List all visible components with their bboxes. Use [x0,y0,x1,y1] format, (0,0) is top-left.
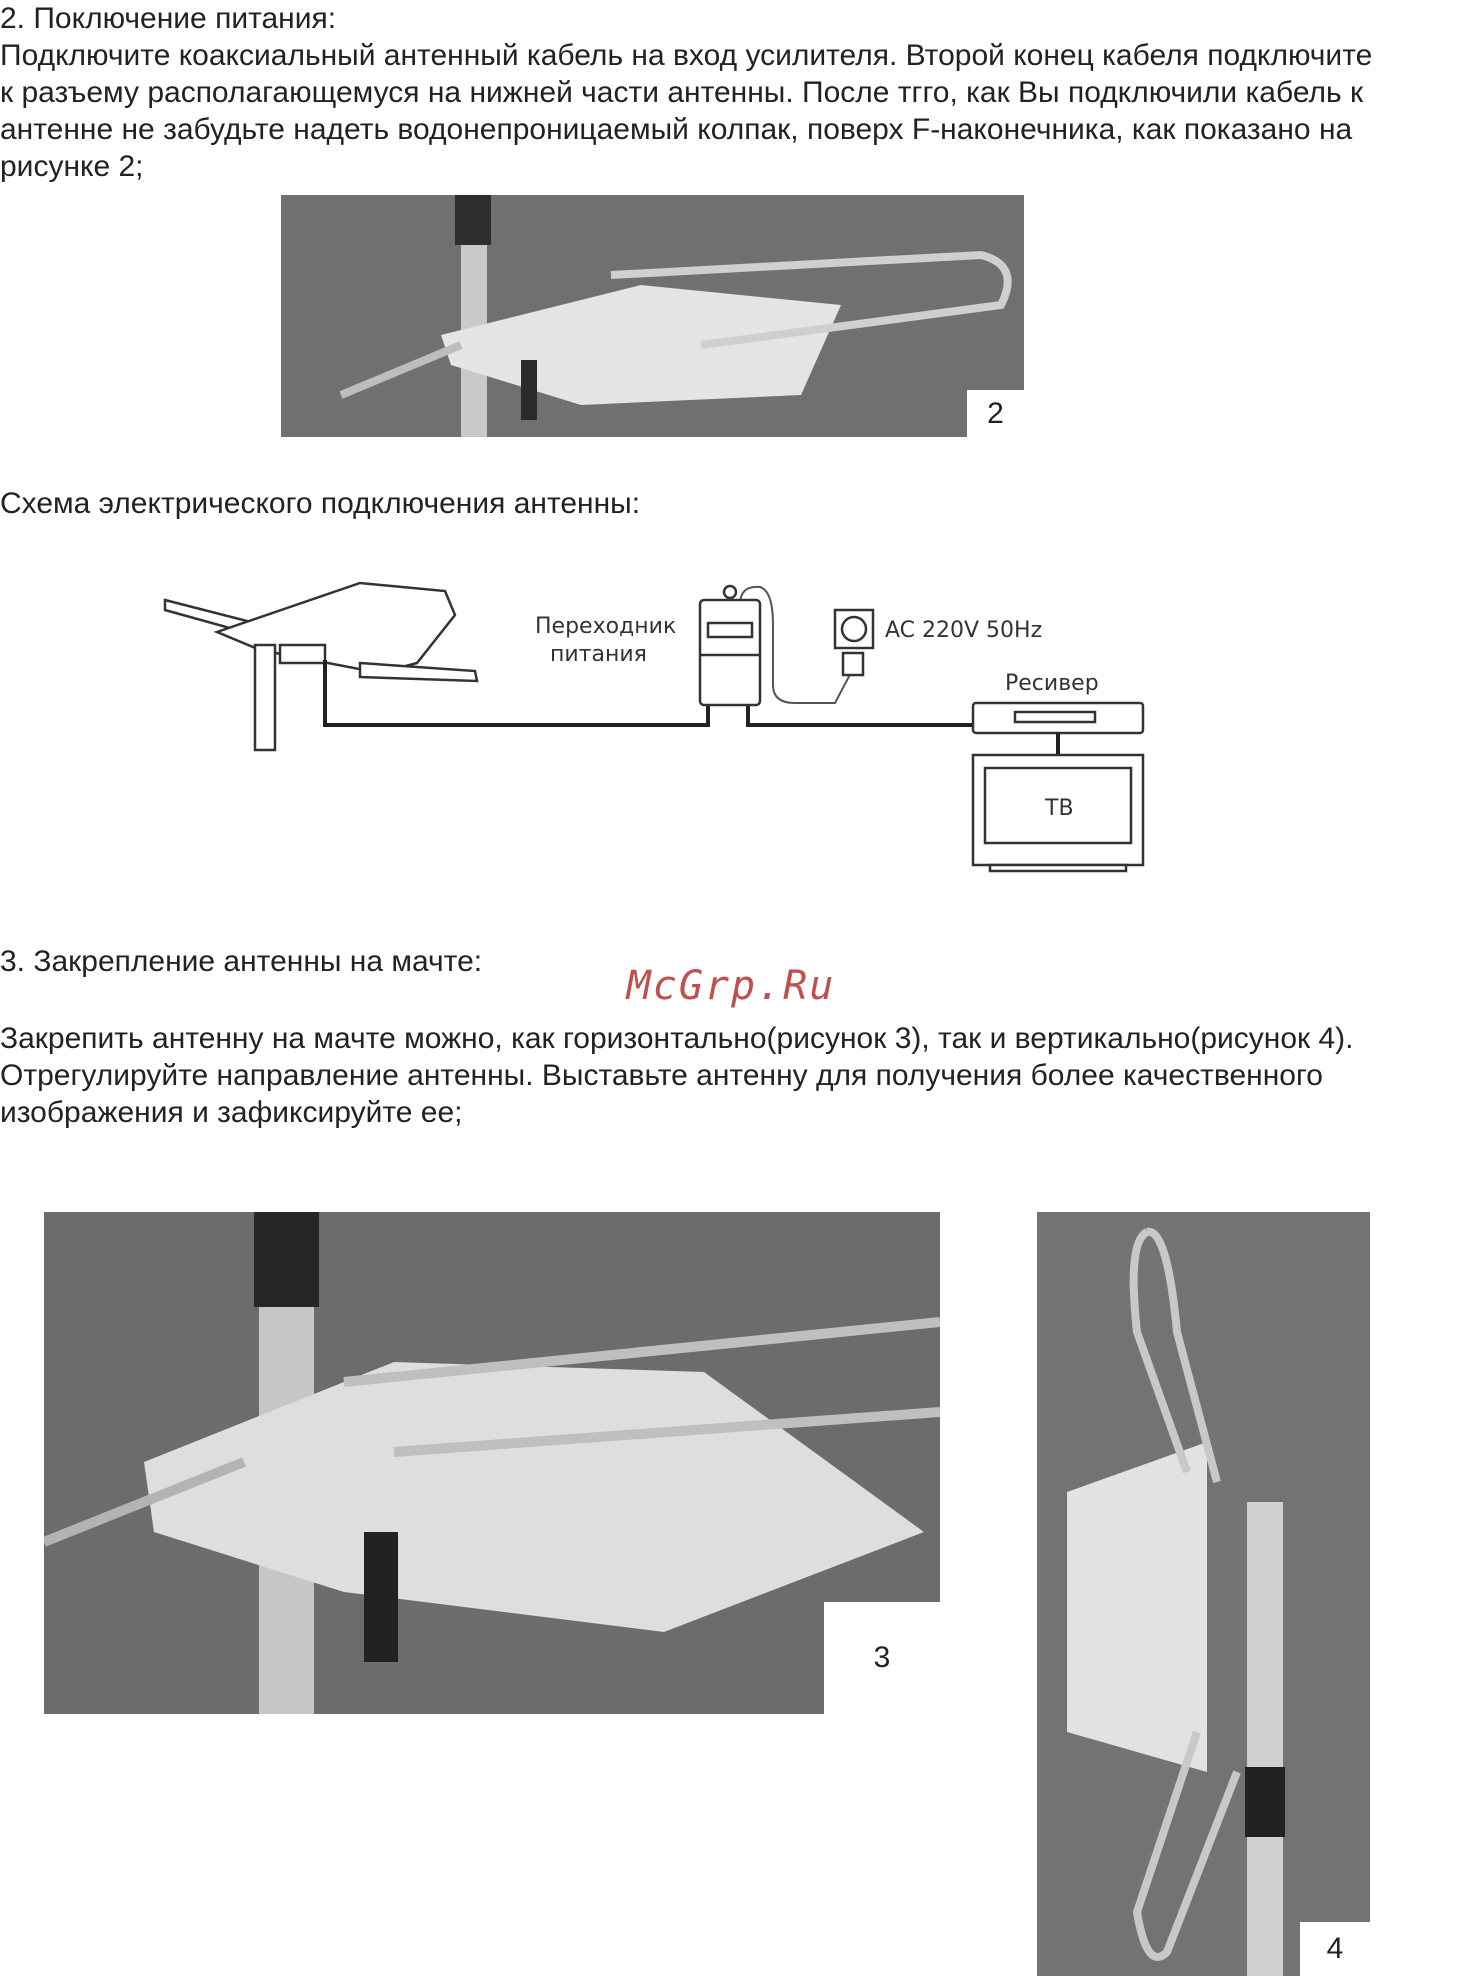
section-2-line-4: рисунке 2; [0,150,144,183]
antenna-photo-4-drawing [1037,1212,1370,1976]
section-2-heading: 2. Поключение питания: [0,2,337,35]
section-2-line-1: Подключите коаксиальный антенный кабель на вход усилителя. Второй конец кабеля подключите [0,39,1373,72]
section-3-line-2: Отрегулируйте направление антенны. Выставьте антенну для получения более качественного [0,1059,1323,1092]
adapter-label-1: Переходник [535,614,677,639]
power-adapter-icon [700,586,760,705]
section-3-line-3: изображения и зафиксируйте ее; [0,1096,463,1129]
tv-label: ТВ [1045,796,1074,821]
figure-3-photo [44,1212,940,1714]
figure-2-photo [281,195,1024,437]
adapter-label-2: питания [550,642,647,667]
receiver-icon [973,703,1143,755]
wiring-diagram [155,565,1155,875]
receiver-label: Ресивер [1005,671,1099,696]
section-2-line-3: антенне не забудьте надеть водонепроницаемый колпак, поверх F-наконечника, как показано на [0,113,1353,146]
figure-3-label: 3 [824,1602,940,1714]
watermark: McGrp.Ru [626,963,836,1009]
antenna-photo-2-drawing [281,195,1024,437]
section-2-line-2: к разъему располагающемуся на нижней части антенны. После тгго, как Вы подключили кабель к [0,76,1364,109]
figure-2-label: 2 [967,390,1024,437]
power-label: AC 220V 50Hz [885,618,1043,643]
power-socket-icon [835,610,873,675]
figure-4-photo [1037,1212,1370,1976]
scheme-heading: Схема электрического подключения антенны: [0,487,641,520]
antenna-photo-3-drawing [44,1212,940,1714]
section-3-line-1: Закрепить антенну на мачте можно, как горизонтально(рисунок 3), так и вертикально(рисунок 4). [0,1022,1354,1055]
figure-4-label: 4 [1300,1922,1370,1976]
section-3-heading: 3. Закрепление антенны на мачте: [0,945,483,978]
